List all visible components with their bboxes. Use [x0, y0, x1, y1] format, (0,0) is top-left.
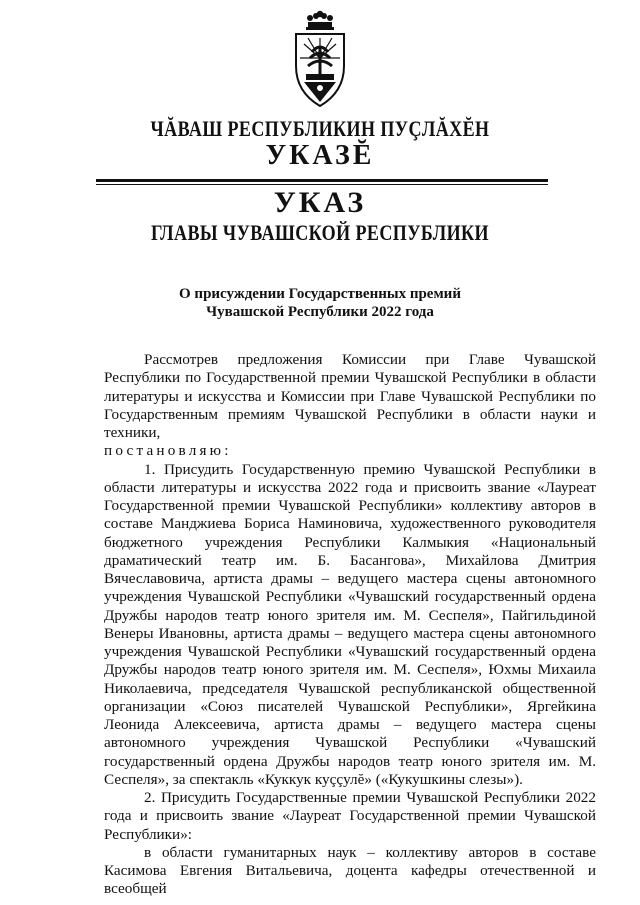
document-title-line1: О присуждении Государственных премий [179, 286, 461, 302]
russian-decree-title: УКАЗ [273, 186, 367, 219]
chuvash-republic-emblem-icon [286, 8, 354, 112]
chuvash-decree-title: УКАЗĔ [265, 140, 375, 171]
intro-paragraph: Рассмотрев предложения Комиссии при Главе Чувашской Республики по Государственной премии Чувашской Республики в области литературы и искусства и Комиссии при Главе Чувашской Республики по Государственным премиям Чувашской Республики в области науки и техники, [104, 351, 596, 441]
header-divider-thin [96, 184, 548, 185]
header-divider-thick [96, 179, 548, 182]
document-title [0, 285, 640, 321]
decree-word: постановляю: [104, 442, 232, 460]
document-title-line2: Чувашской Республики 2022 года [206, 304, 434, 320]
item-1-paragraph: 1. Присудить Государственную премию Чувашской Республики в области литературы и искусства 2022 года и присвоить звание «Лауреат Государственной премии Чувашской Республики» коллективу авторов в составе Манджиева Бориса Наминовича, художественного руководителя бюджетного учреждения Республики Калмыкия «Национальный драматический театр им. Б. Басангова», Михайлова Дмитрия Вячеславовича, артиста драмы – ведущего мастера сцены автономного учреждения Чувашской Республики «Чувашский государственный ордена Дружбы народов театр юного зрителя им. М. Сеспеля», Пайгильдиной Венеры Ивановны, артиста драмы – ведущего мастера сцены автономного учреждения Чувашской Республики «Чувашский государственный ордена Дружбы народов театр юного зрителя им. М. Сеспеля», Юхмы Михаила Николаевича, председателя Чувашской республиканской общественной организации «Союз писателей Чувашской Республики», Яргейкина Леонида Алексеевича, артиста драмы – ведущего мастера сцены автономного учреждения Чувашской Республики «Чувашский государственный ордена Дружбы народов театр юного зрителя им. М. Сеспеля», за спектакль «Куккук куççулĕ» («Кукушкины слезы»). [104, 460, 596, 788]
russian-header-subtitle: ГЛАВЫ ЧУВАШСКОЙ РЕСПУБЛИКИ [150, 220, 489, 245]
chuvash-header-line: ЧĂВАШ РЕСПУБЛИКИН ПУÇЛĂХĔН [150, 116, 490, 141]
item-2-paragraph: 2. Присудить Государственные премии Чувашской Республики 2022 года и присвоить звание «Лауреат Государственной премии Чувашской Республики»: [104, 789, 596, 843]
item-2a-paragraph: в области гуманитарных наук – коллективу авторов в составе Касимова Евгения Витальевича, доцента кафедры отечественной и всеобщей [104, 843, 596, 898]
document-body [104, 351, 596, 899]
